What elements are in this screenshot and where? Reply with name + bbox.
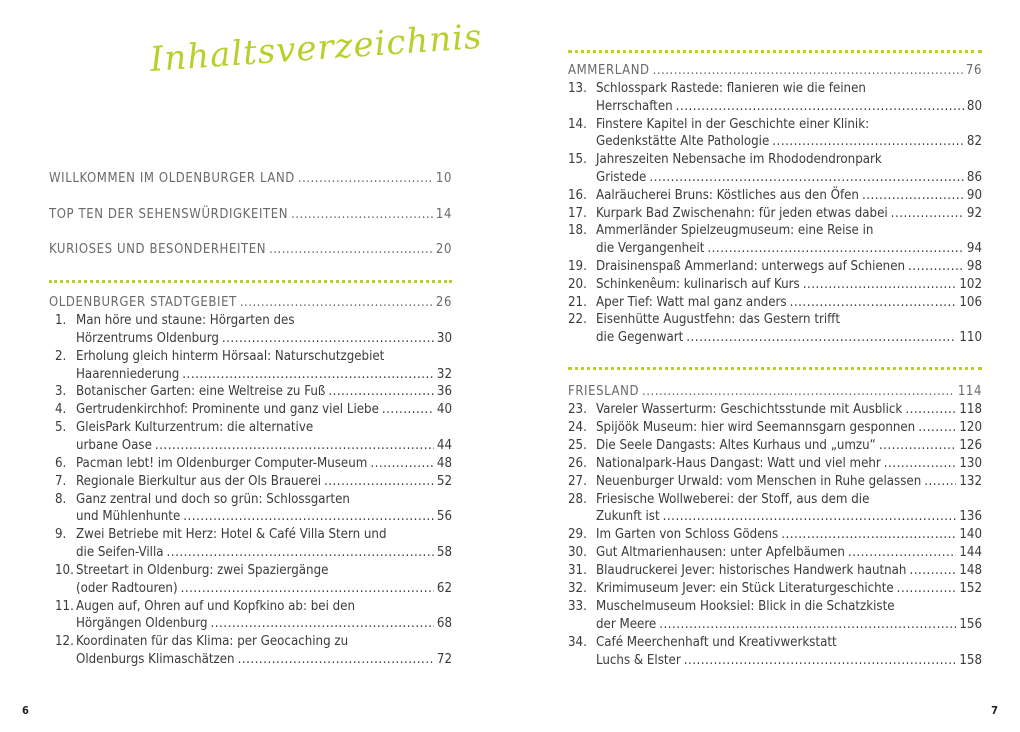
toc-entry[interactable] (55, 366, 452, 384)
toc-entry-number: 30. (568, 545, 587, 561)
toc-entry[interactable] (568, 205, 982, 223)
dot-leader (663, 508, 957, 526)
toc-entry-page: 102 (959, 276, 982, 292)
toc-entry-page: 106 (959, 294, 982, 310)
toc-entry-number: 15. (568, 152, 587, 168)
dot-leader (924, 473, 956, 491)
toc-entry-number: 6. (55, 455, 67, 471)
toc-entry-title: urbane Oase (76, 437, 152, 453)
toc-entry[interactable] (568, 652, 982, 670)
toc-entry-page: 94 (966, 241, 982, 257)
toc-entry-title: Finstere Kapitel in der Geschichte einer Klinik: (596, 116, 870, 132)
toc-entry-number: 19. (568, 259, 587, 274)
section-divider (568, 367, 982, 370)
toc-entry[interactable] (55, 437, 452, 455)
toc-entry-title: die Gegenwart (596, 330, 684, 346)
dot-leader (772, 133, 964, 151)
toc-entry-page: 72 (436, 652, 452, 668)
toc-entry[interactable] (55, 455, 452, 473)
toc-entry-title: Haarenniederung (76, 366, 180, 382)
toc-section-willkommen[interactable]: WILLKOMMEN IM OLDENBURGER LAND ..... 10 (49, 170, 452, 188)
toc-entry[interactable] (568, 455, 982, 473)
toc-entry[interactable] (568, 473, 982, 491)
toc-entry-title: Draisinenspaß Ammerland: unterwegs auf Schienen (596, 259, 906, 274)
toc-section-kurioses[interactable]: KURIOSES UND BESONDERHEITEN ..... 20 (49, 241, 452, 259)
dot-leader (908, 258, 964, 276)
dot-leader (324, 473, 434, 491)
toc-entry[interactable] (55, 526, 452, 544)
toc-entry-title: Botanischer Garten: eine Weltreise zu Fuß (76, 384, 326, 400)
toc-entry-number: 28. (568, 491, 587, 507)
toc-entry-title: Vareler Wasserturm: Geschichtsstunde mit Ausblick (596, 402, 903, 417)
toc-entry-page: 62 (436, 580, 452, 596)
toc-entry-page: 82 (966, 134, 982, 150)
toc-entry-title: Muschelmuseum Hooksiel: Blick in die Schatzkiste (596, 598, 895, 614)
toc-entry-page: 152 (959, 581, 982, 596)
toc-entry-number: 16. (568, 187, 587, 203)
toc-entry-page: 32 (436, 366, 452, 382)
toc-entry-page: 126 (959, 437, 982, 453)
dot-leader (183, 508, 434, 526)
toc-entry[interactable] (568, 294, 982, 312)
toc-entry-title: Hörgängen Oldenburg (76, 616, 208, 632)
section-divider (49, 280, 452, 283)
toc-entry-title: Café Meerchenhaft und Kreativwerkstatt (596, 634, 837, 650)
toc-entry-title: Gertrudenkirchhof: Prominente und ganz viel Liebe (76, 402, 379, 418)
dot-leader (328, 383, 434, 401)
toc-entry-title: Regionale Bierkultur aus der Ols Brauerei (76, 473, 321, 489)
dot-leader (905, 401, 956, 419)
dot-leader (862, 187, 964, 205)
toc-entry-title: Oldenburgs Klimaschätzen (76, 652, 235, 668)
dot-leader (686, 329, 956, 347)
toc-entry-page: 68 (436, 616, 452, 632)
toc-entry-title: Friesische Wollweberei: der Stoff, aus dem die (596, 491, 870, 507)
toc-entry-number: 22. (568, 312, 587, 328)
toc-entry-number: 31. (568, 563, 587, 579)
toc-entry-title: Im Garten von Schloss Gödens (596, 527, 779, 543)
toc-entry[interactable] (568, 526, 982, 544)
toc-entry[interactable] (568, 634, 982, 652)
toc-entry-page: 80 (966, 98, 982, 114)
toc-entry-number: 25. (568, 437, 587, 453)
section-divider (568, 50, 982, 53)
toc-entry-title: Gedenkstätte Alte Pathologie (596, 134, 770, 150)
toc-entry-number: 32. (568, 581, 587, 596)
toc-entry-number: 33. (568, 598, 587, 614)
dot-leader (803, 276, 957, 294)
toc-entry-title: Neuenburger Urwald: vom Menschen in Ruhe gelassen (596, 473, 922, 489)
toc-entry-number: 2. (55, 348, 67, 364)
dot-leader (781, 526, 956, 544)
toc-entry-page: 30 (436, 330, 452, 346)
toc-entry-number: 20. (568, 276, 587, 292)
toc-entry-title: die Vergangenheit (596, 241, 705, 257)
toc-entry[interactable] (568, 598, 982, 616)
dot-leader (918, 419, 956, 437)
toc-entry[interactable] (568, 580, 982, 598)
toc-entry-title: Pacman lebt! im Oldenburger Computer-Museum (76, 455, 368, 471)
toc-entry[interactable] (568, 169, 982, 187)
toc-entry-number: 9. (55, 527, 67, 543)
toc-entry-title: Schlosspark Rastede: flanieren wie die feinen (596, 81, 866, 96)
toc-entry-title: Ammerländer Spielzeugmuseum: eine Reise in (596, 223, 874, 239)
toc-entry-number: 8. (55, 491, 67, 507)
toc-entry[interactable] (568, 544, 982, 562)
toc-entry-number: 11. (55, 598, 74, 614)
toc-entry-page: 98 (966, 259, 982, 274)
toc-entry[interactable] (568, 508, 982, 526)
toc-entry-title: Gristede (596, 170, 647, 185)
toc-entry[interactable] (568, 491, 982, 509)
toc-entry-page: 156 (959, 616, 982, 632)
toc-entry-title: Hörzentrums Oldenburg (76, 330, 219, 346)
toc-entry-title: Augen auf, Ohren auf und Kopfkino ab: bei den (76, 598, 355, 614)
toc-entry-page: 148 (959, 563, 982, 579)
toc-entry[interactable] (568, 329, 982, 347)
toc-entry[interactable] (55, 598, 452, 616)
toc-entry[interactable] (55, 562, 452, 580)
toc-entry-page: 40 (436, 402, 452, 418)
toc-entry-number: 5. (55, 420, 67, 436)
toc-entry-page: 144 (959, 545, 982, 561)
toc-entry-number: 7. (55, 473, 67, 489)
toc-entry[interactable] (55, 383, 452, 401)
dot-leader (684, 652, 957, 670)
toc-entry[interactable] (568, 240, 982, 258)
toc-entry-title: Blaudruckerei Jever: historisches Handwerk hautnah (596, 563, 907, 579)
dot-leader (182, 366, 434, 384)
toc-entry[interactable] (568, 98, 982, 116)
toc-entry-page: 120 (959, 419, 982, 435)
toc-entry[interactable] (568, 80, 982, 98)
toc-entry[interactable] (55, 544, 452, 562)
dot-leader (167, 544, 434, 562)
toc-section-ammerland[interactable]: AMMERLAND ..... 76 (568, 62, 982, 80)
toc-entry-title: der Meere (596, 616, 657, 632)
dot-leader (884, 455, 957, 473)
toc-entry[interactable] (568, 222, 982, 240)
toc-entry-page: 140 (959, 527, 982, 543)
toc-entry-title: Zukunft ist (596, 509, 660, 525)
toc-entry-number: 21. (568, 294, 587, 310)
toc-entry-title: Zwei Betriebe mit Herz: Hotel & Café Villa Stern und (76, 527, 387, 543)
toc-entry-number: 4. (55, 402, 67, 418)
toc-entry[interactable] (568, 276, 982, 294)
toc-entry-title: Jahreszeiten Nebensache im Rhododendronpark (596, 152, 882, 168)
toc-entry[interactable] (568, 437, 982, 455)
dot-leader (676, 98, 964, 116)
toc-entry-number: 18. (568, 223, 587, 239)
toc-section-oldenburger-stadtgebiet[interactable]: OLDENBURGER STADTGEBIET ..... 26 (49, 294, 452, 312)
toc-entry-page: 36 (436, 384, 452, 400)
toc-entry-number: 26. (568, 455, 587, 471)
toc-entry-page: 130 (959, 455, 982, 471)
toc-entry[interactable] (568, 562, 982, 580)
toc-entry[interactable] (55, 580, 452, 598)
toc-entry-page: 86 (966, 170, 982, 185)
toc-entry-number: 14. (568, 116, 587, 132)
toc-entry-title: Kurpark Bad Zwischenahn: für jeden etwas dabei (596, 205, 888, 221)
toc-entry-title: Spijöök Museum: hier wird Seemannsgarn gesponnen (596, 419, 916, 435)
toc-entry[interactable] (55, 491, 452, 509)
toc-entry-page: 52 (436, 473, 452, 489)
dot-leader (181, 580, 434, 598)
toc-entry[interactable] (55, 473, 452, 491)
toc-entry-number: 29. (568, 527, 587, 543)
toc-entry[interactable] (55, 348, 452, 366)
toc-entry[interactable] (568, 116, 982, 134)
dot-leader (382, 401, 434, 419)
toc-entry-number: 34. (568, 634, 587, 650)
toc-entry-title: GleisPark Kulturzentrum: die alternative (76, 420, 314, 436)
toc-entry[interactable] (55, 508, 452, 526)
toc-entry-title: Erholung gleich hinterm Hörsaal: Naturschutzgebiet (76, 348, 385, 364)
toc-entry-title: Herrschaften (596, 98, 673, 114)
toc-entry-title: Schinkenêum: kulinarisch auf Kurs (596, 276, 800, 292)
toc-entry-page: 56 (436, 509, 452, 525)
toc-entry-number: 27. (568, 473, 587, 489)
toc-entry-page: 158 (959, 652, 982, 668)
dot-leader (370, 455, 434, 473)
toc-entry[interactable] (568, 151, 982, 169)
dot-leader (909, 562, 956, 580)
toc-entry-number: 12. (55, 634, 74, 650)
toc-entry-page: 118 (959, 402, 982, 417)
toc-section-top-ten[interactable]: TOP TEN DER SEHENSWÜRDIGKEITEN ..... 14 (49, 206, 452, 224)
toc-entry[interactable] (568, 401, 982, 419)
dot-leader (649, 169, 964, 187)
toc-entry-title: Man höre und staune: Hörgarten des (76, 313, 295, 328)
toc-entry[interactable] (568, 616, 982, 634)
toc-entry-page: 132 (959, 473, 982, 489)
toc-entry-title: Aper Tief: Watt mal ganz anders (596, 294, 787, 310)
toc-entry[interactable] (55, 419, 452, 437)
toc-entry-page: 136 (959, 509, 982, 525)
toc-entry-title: Eisenhütte Augustfehn: das Gestern trifft (596, 312, 840, 328)
dot-leader (891, 205, 964, 223)
toc-entry[interactable] (55, 312, 452, 330)
toc-entry[interactable] (55, 615, 452, 633)
dot-leader (238, 651, 434, 669)
toc-entry-title: Ganz zentral und doch so grün: Schlossgarten (76, 491, 350, 507)
toc-entry-title: die Seifen-Villa (76, 545, 164, 561)
toc-entry-page: 48 (436, 455, 452, 471)
toc-entry-number: 17. (568, 205, 587, 221)
toc-entry[interactable] (55, 330, 452, 348)
toc-title: Inhaltsverzeichnis (148, 16, 484, 80)
toc-entry-title: Streetart in Oldenburg: zwei Spaziergänge (76, 562, 329, 578)
toc-entry-page: 90 (966, 187, 982, 203)
toc-entry-title: Die Seele Dangasts: Altes Kurhaus und „umzu“ (596, 437, 876, 453)
page-number-left: 6 (22, 704, 29, 717)
dot-leader (211, 615, 434, 633)
toc-entry-number: 1. (55, 313, 67, 328)
toc-entry-number: 3. (55, 384, 67, 400)
toc-entry-number: 23. (568, 402, 587, 417)
toc-entry-title: Nationalpark-Haus Dangast: Watt und viel mehr (596, 455, 881, 471)
toc-entry[interactable] (568, 187, 982, 205)
toc-entry-title: Krimimuseum Jever: ein Stück Literaturgeschichte (596, 581, 894, 596)
toc-entry-number: 24. (568, 419, 587, 435)
toc-entry[interactable] (568, 311, 982, 329)
toc-entry[interactable] (55, 401, 452, 419)
toc-entry-page: 110 (959, 330, 982, 346)
toc-entry-title: Aalräucherei Bruns: Köstliches aus den Öfen (596, 187, 859, 203)
dot-leader (659, 616, 956, 634)
toc-entry-page: 44 (436, 437, 452, 453)
toc-entry-title: Luchs & Elster (596, 652, 681, 668)
dot-leader (848, 544, 957, 562)
toc-entry[interactable] (568, 258, 982, 276)
toc-entry-title: und Mühlenhunte (76, 509, 181, 525)
toc-entry-title: Gut Altmarienhausen: unter Apfelbäumen (596, 545, 845, 561)
toc-entry-title: (oder Radtouren) (76, 580, 178, 596)
dot-leader (790, 294, 957, 312)
toc-entry[interactable] (568, 133, 982, 151)
toc-entry[interactable] (55, 633, 452, 651)
dot-leader (155, 437, 434, 455)
right-page (510, 0, 1020, 732)
dot-leader (707, 240, 964, 258)
dot-leader (897, 580, 957, 598)
toc-entry-number: 10. (55, 562, 74, 578)
toc-section-friesland[interactable]: FRIESLAND ..... 114 (568, 383, 982, 401)
dot-leader (879, 437, 957, 455)
toc-entry[interactable] (568, 419, 982, 437)
toc-entry[interactable] (55, 651, 452, 669)
toc-entry-title: Koordinaten für das Klima: per Geocaching zu (76, 634, 349, 650)
dot-leader (222, 330, 434, 348)
toc-entry-number: 13. (568, 81, 587, 96)
toc-entry-page: 92 (966, 205, 982, 221)
page-number-right: 7 (991, 704, 998, 717)
toc-entry-page: 58 (436, 545, 452, 561)
